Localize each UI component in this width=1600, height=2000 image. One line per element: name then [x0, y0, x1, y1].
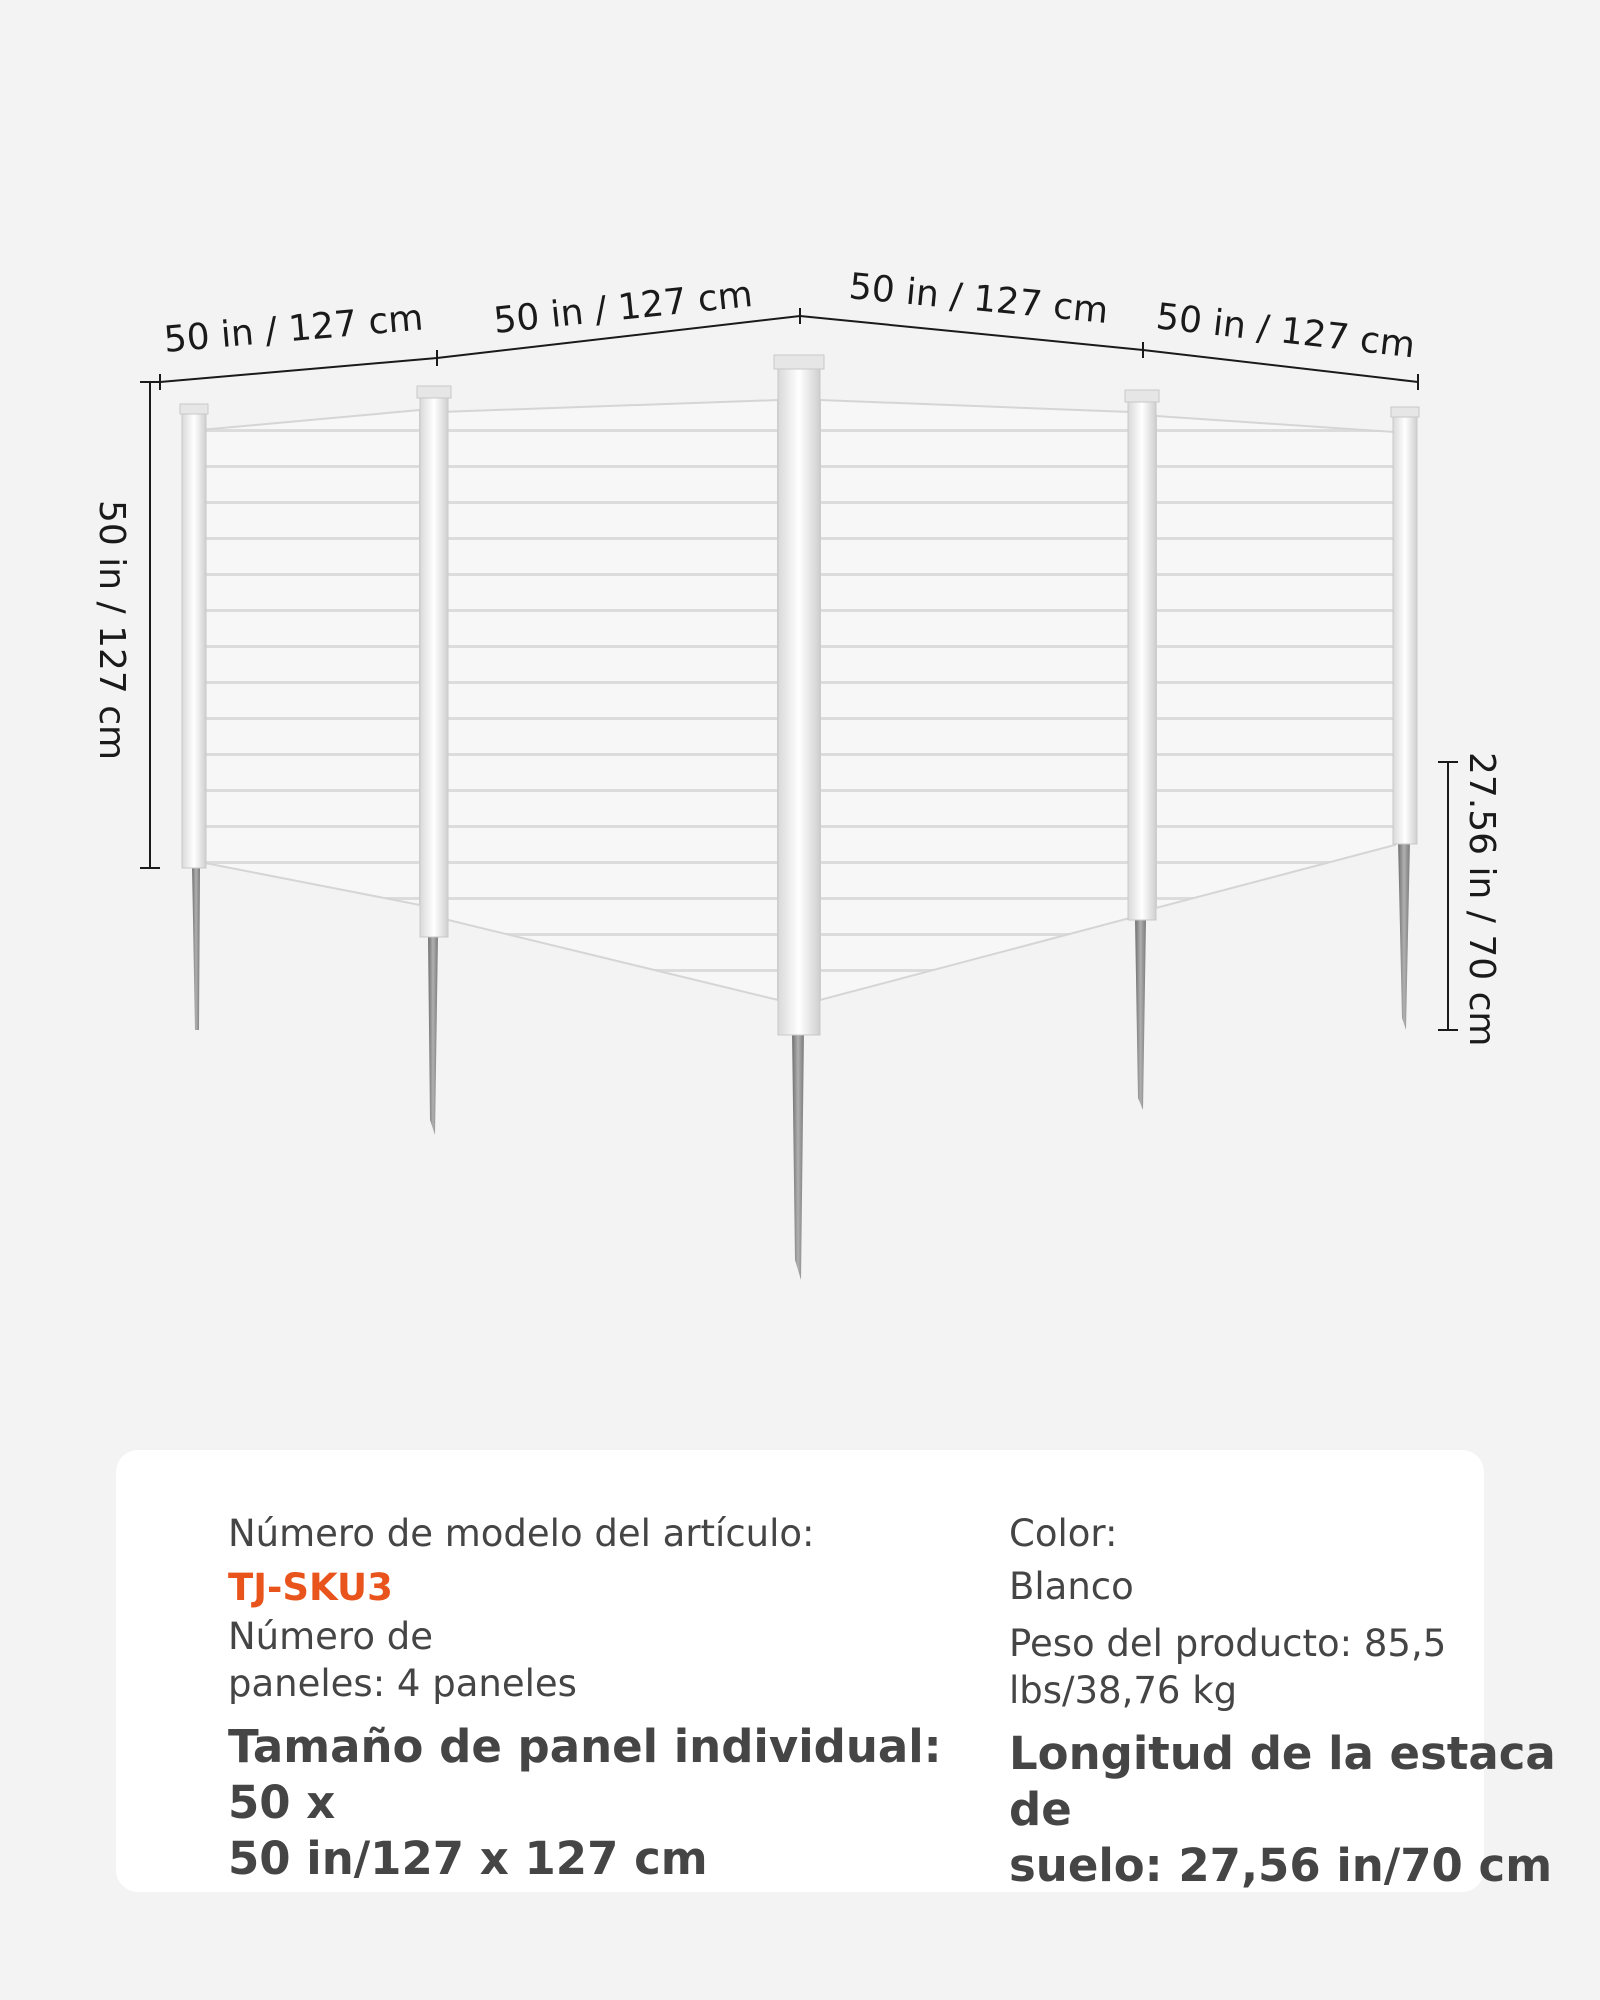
color-label: Color: [1009, 1512, 1118, 1555]
stake-length-line2: suelo: 27,56 in/70 cm [1009, 1839, 1553, 1892]
fence-panel-4 [1156, 416, 1395, 908]
weight-line1: Peso del producto: 85,5 [1009, 1622, 1447, 1665]
stake-length-label: 27.56 in / 70 cm [1461, 752, 1502, 1047]
stake-5 [1398, 840, 1410, 1030]
post-3 [778, 362, 820, 1035]
stake-1 [192, 865, 200, 1030]
panel1-width-label: 50 in / 127 cm [162, 297, 425, 361]
weight-line2: lbs/38,76 kg [1009, 1669, 1238, 1712]
post-4 [1128, 396, 1156, 920]
fence-panel-1 [200, 410, 420, 905]
fence-panel-2 [440, 400, 778, 1000]
model-label: Número de modelo del artículo: [228, 1512, 815, 1555]
post-5 [1393, 412, 1417, 844]
post-2 [420, 392, 448, 937]
panel-size-line1: Tamaño de panel individual: 50 x [228, 1720, 942, 1829]
stake-3 [792, 1030, 804, 1280]
spec-column-right [1009, 1510, 1569, 1894]
panel4-width-label: 50 in / 127 cm [1153, 296, 1418, 367]
spec-card [116, 1450, 1556, 1892]
panels-label-line1: Número de [228, 1615, 433, 1658]
panel3-width-label: 50 in / 127 cm [847, 266, 1110, 332]
color-value: Blanco [1009, 1565, 1134, 1608]
stake-length-line1: Longitud de la estaca de [1009, 1727, 1556, 1836]
stake-4 [1135, 918, 1146, 1110]
panel-size-line2: 50 in/127 x 127 cm [228, 1832, 708, 1885]
model-value: TJ-SKU3 [228, 1566, 393, 1609]
spec-column-left [228, 1510, 968, 1887]
stake-2 [428, 935, 438, 1135]
height-label: 50 in / 127 cm [91, 500, 132, 761]
post-1 [182, 408, 206, 868]
panel2-width-label: 50 in / 127 cm [491, 273, 755, 342]
fence-panel-3 [820, 400, 1130, 1000]
panels-label-line2: paneles: 4 paneles [228, 1662, 577, 1705]
